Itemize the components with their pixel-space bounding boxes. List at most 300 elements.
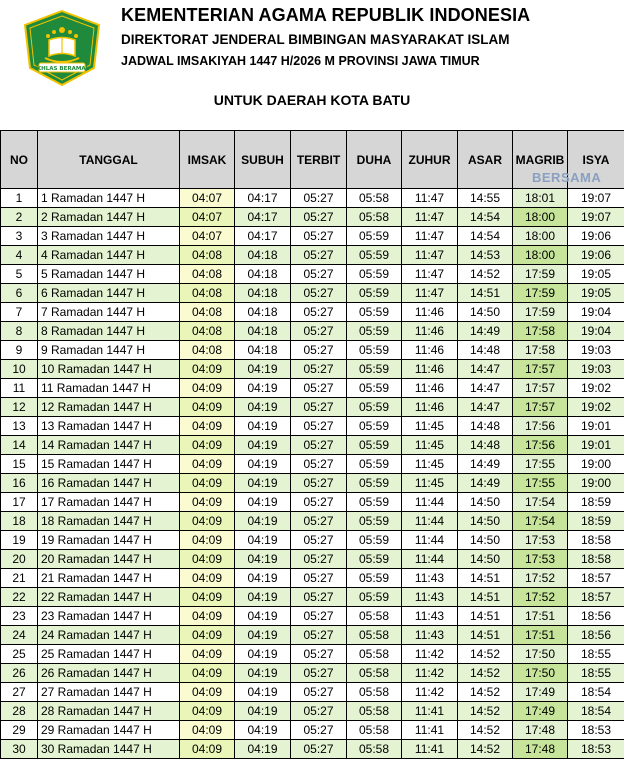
- imsakiyah-table: [0, 130, 624, 759]
- table-row: [1, 455, 624, 474]
- cell-isya: 18:54: [568, 683, 624, 702]
- cell-terbit: 05:27: [291, 474, 347, 493]
- cell-tanggal: 15 Ramadan 1447 H: [38, 455, 180, 474]
- cell-no: 13: [1, 417, 38, 436]
- table-row: [1, 360, 624, 379]
- cell-duha: 05:58: [347, 683, 402, 702]
- cell-imsak: 04:09: [180, 474, 235, 493]
- cell-asar: 14:53: [458, 246, 513, 265]
- cell-imsak: 04:08: [180, 284, 235, 303]
- cell-zuhur: 11:43: [402, 588, 458, 607]
- cell-zuhur: 11:43: [402, 569, 458, 588]
- cell-terbit: 05:27: [291, 664, 347, 683]
- cell-magrib: 17:55: [513, 455, 568, 474]
- cell-tanggal: 24 Ramadan 1447 H: [38, 626, 180, 645]
- cell-subuh: 04:19: [235, 360, 291, 379]
- cell-tanggal: 12 Ramadan 1447 H: [38, 398, 180, 417]
- cell-asar: 14:47: [458, 360, 513, 379]
- table-row: [1, 474, 624, 493]
- cell-imsak: 04:09: [180, 512, 235, 531]
- cell-isya: 18:57: [568, 588, 624, 607]
- table-row: [1, 265, 624, 284]
- cell-isya: 18:53: [568, 740, 624, 759]
- cell-isya: 19:02: [568, 379, 624, 398]
- table-row: [1, 645, 624, 664]
- cell-imsak: 04:09: [180, 740, 235, 759]
- cell-imsak: 04:09: [180, 569, 235, 588]
- cell-magrib: 17:59: [513, 284, 568, 303]
- cell-tanggal: 30 Ramadan 1447 H: [38, 740, 180, 759]
- cell-terbit: 05:27: [291, 626, 347, 645]
- cell-isya: 18:59: [568, 493, 624, 512]
- cell-magrib: 17:48: [513, 721, 568, 740]
- cell-zuhur: 11:42: [402, 683, 458, 702]
- column-header-terbit: TERBIT: [291, 131, 347, 189]
- cell-magrib: 17:53: [513, 531, 568, 550]
- cell-terbit: 05:27: [291, 417, 347, 436]
- cell-magrib: 17:54: [513, 512, 568, 531]
- column-header-no: NO: [1, 131, 38, 189]
- cell-terbit: 05:27: [291, 645, 347, 664]
- cell-duha: 05:59: [347, 360, 402, 379]
- cell-isya: 19:01: [568, 417, 624, 436]
- cell-terbit: 05:27: [291, 360, 347, 379]
- cell-terbit: 05:27: [291, 322, 347, 341]
- cell-duha: 05:59: [347, 341, 402, 360]
- table-row: [1, 284, 624, 303]
- cell-zuhur: 11:46: [402, 360, 458, 379]
- cell-terbit: 05:27: [291, 341, 347, 360]
- cell-magrib: 17:57: [513, 379, 568, 398]
- table-row: [1, 664, 624, 683]
- table-row: [1, 702, 624, 721]
- cell-tanggal: 11 Ramadan 1447 H: [38, 379, 180, 398]
- cell-duha: 05:59: [347, 246, 402, 265]
- cell-no: 10: [1, 360, 38, 379]
- cell-magrib: 17:59: [513, 265, 568, 284]
- cell-tanggal: 3 Ramadan 1447 H: [38, 227, 180, 246]
- cell-asar: 14:51: [458, 607, 513, 626]
- cell-isya: 19:06: [568, 227, 624, 246]
- cell-asar: 14:50: [458, 303, 513, 322]
- cell-duha: 05:59: [347, 455, 402, 474]
- table-row: [1, 246, 624, 265]
- cell-asar: 14:50: [458, 512, 513, 531]
- column-header-asar: ASAR: [458, 131, 513, 189]
- cell-magrib: 17:51: [513, 626, 568, 645]
- cell-zuhur: 11:44: [402, 493, 458, 512]
- cell-zuhur: 11:44: [402, 550, 458, 569]
- cell-zuhur: 11:46: [402, 341, 458, 360]
- cell-magrib: 17:51: [513, 607, 568, 626]
- cell-terbit: 05:27: [291, 740, 347, 759]
- cell-imsak: 04:09: [180, 417, 235, 436]
- cell-asar: 14:48: [458, 436, 513, 455]
- cell-subuh: 04:19: [235, 474, 291, 493]
- cell-tanggal: 5 Ramadan 1447 H: [38, 265, 180, 284]
- cell-no: 22: [1, 588, 38, 607]
- cell-imsak: 04:09: [180, 645, 235, 664]
- cell-asar: 14:50: [458, 493, 513, 512]
- cell-terbit: 05:27: [291, 607, 347, 626]
- cell-zuhur: 11:47: [402, 189, 458, 208]
- cell-magrib: 18:01: [513, 189, 568, 208]
- table-row: [1, 569, 624, 588]
- cell-imsak: 04:07: [180, 189, 235, 208]
- cell-isya: 19:01: [568, 436, 624, 455]
- cell-magrib: 18:00: [513, 208, 568, 227]
- table-row: [1, 550, 624, 569]
- cell-zuhur: 11:41: [402, 702, 458, 721]
- table-row: [1, 189, 624, 208]
- cell-imsak: 04:09: [180, 664, 235, 683]
- cell-no: 1: [1, 189, 38, 208]
- cell-asar: 14:52: [458, 721, 513, 740]
- cell-duha: 05:59: [347, 303, 402, 322]
- cell-magrib: 17:50: [513, 645, 568, 664]
- cell-terbit: 05:27: [291, 208, 347, 227]
- cell-zuhur: 11:45: [402, 417, 458, 436]
- watermark-text: BERSAMA: [532, 170, 602, 185]
- table-row: [1, 341, 624, 360]
- cell-isya: 19:03: [568, 360, 624, 379]
- table-row: [1, 398, 624, 417]
- cell-zuhur: 11:43: [402, 607, 458, 626]
- column-header-zuhur: ZUHUR: [402, 131, 458, 189]
- cell-asar: 14:51: [458, 588, 513, 607]
- cell-duha: 05:59: [347, 417, 402, 436]
- cell-tanggal: 25 Ramadan 1447 H: [38, 645, 180, 664]
- cell-tanggal: 26 Ramadan 1447 H: [38, 664, 180, 683]
- schedule-subtitle: JADWAL IMSAKIYAH 1447 H/2026 M PROVINSI JAWA TIMUR: [121, 54, 480, 68]
- cell-duha: 05:59: [347, 531, 402, 550]
- cell-duha: 05:59: [347, 436, 402, 455]
- cell-imsak: 04:09: [180, 607, 235, 626]
- cell-imsak: 04:09: [180, 493, 235, 512]
- cell-asar: 14:49: [458, 455, 513, 474]
- directorate-subtitle: DIREKTORAT JENDERAL BIMBINGAN MASYARAKAT ISLAM: [121, 32, 510, 47]
- cell-isya: 18:57: [568, 569, 624, 588]
- cell-terbit: 05:27: [291, 303, 347, 322]
- cell-subuh: 04:17: [235, 208, 291, 227]
- cell-imsak: 04:07: [180, 227, 235, 246]
- cell-tanggal: 22 Ramadan 1447 H: [38, 588, 180, 607]
- cell-no: 15: [1, 455, 38, 474]
- cell-imsak: 04:09: [180, 626, 235, 645]
- cell-magrib: 17:56: [513, 417, 568, 436]
- cell-terbit: 05:27: [291, 398, 347, 417]
- cell-isya: 18:58: [568, 531, 624, 550]
- cell-duha: 05:58: [347, 645, 402, 664]
- cell-imsak: 04:09: [180, 683, 235, 702]
- cell-magrib: 17:52: [513, 588, 568, 607]
- cell-subuh: 04:19: [235, 379, 291, 398]
- cell-asar: 14:48: [458, 341, 513, 360]
- cell-imsak: 04:08: [180, 341, 235, 360]
- cell-no: 26: [1, 664, 38, 683]
- cell-duha: 05:59: [347, 227, 402, 246]
- cell-imsak: 04:09: [180, 398, 235, 417]
- cell-no: 20: [1, 550, 38, 569]
- cell-tanggal: 23 Ramadan 1447 H: [38, 607, 180, 626]
- table-row: [1, 721, 624, 740]
- cell-asar: 14:50: [458, 531, 513, 550]
- cell-magrib: 17:49: [513, 702, 568, 721]
- cell-asar: 14:52: [458, 265, 513, 284]
- cell-tanggal: 8 Ramadan 1447 H: [38, 322, 180, 341]
- cell-magrib: 17:52: [513, 569, 568, 588]
- table-row: [1, 303, 624, 322]
- table-row: [1, 683, 624, 702]
- cell-subuh: 04:19: [235, 740, 291, 759]
- cell-zuhur: 11:45: [402, 455, 458, 474]
- cell-tanggal: 9 Ramadan 1447 H: [38, 341, 180, 360]
- cell-tanggal: 1 Ramadan 1447 H: [38, 189, 180, 208]
- table-row: [1, 322, 624, 341]
- cell-imsak: 04:08: [180, 303, 235, 322]
- cell-isya: 19:00: [568, 474, 624, 493]
- cell-asar: 14:54: [458, 227, 513, 246]
- cell-no: 21: [1, 569, 38, 588]
- table-row: [1, 531, 624, 550]
- cell-isya: 19:04: [568, 322, 624, 341]
- cell-no: 24: [1, 626, 38, 645]
- region-title: UNTUK DAERAH KOTA BATU: [213, 92, 411, 108]
- cell-subuh: 04:19: [235, 607, 291, 626]
- cell-duha: 05:58: [347, 721, 402, 740]
- cell-subuh: 04:17: [235, 227, 291, 246]
- cell-duha: 05:58: [347, 702, 402, 721]
- table-row: [1, 740, 624, 759]
- table-row: [1, 417, 624, 436]
- cell-terbit: 05:27: [291, 531, 347, 550]
- cell-imsak: 04:09: [180, 550, 235, 569]
- cell-no: 28: [1, 702, 38, 721]
- cell-tanggal: 18 Ramadan 1447 H: [38, 512, 180, 531]
- cell-asar: 14:54: [458, 208, 513, 227]
- cell-no: 9: [1, 341, 38, 360]
- cell-tanggal: 10 Ramadan 1447 H: [38, 360, 180, 379]
- cell-zuhur: 11:44: [402, 512, 458, 531]
- cell-magrib: 17:49: [513, 683, 568, 702]
- cell-imsak: 04:09: [180, 721, 235, 740]
- cell-subuh: 04:19: [235, 683, 291, 702]
- cell-duha: 05:59: [347, 284, 402, 303]
- cell-no: 12: [1, 398, 38, 417]
- cell-isya: 19:06: [568, 246, 624, 265]
- cell-subuh: 04:18: [235, 246, 291, 265]
- cell-isya: 19:03: [568, 341, 624, 360]
- cell-imsak: 04:09: [180, 436, 235, 455]
- cell-zuhur: 11:42: [402, 645, 458, 664]
- cell-isya: 18:58: [568, 550, 624, 569]
- cell-tanggal: 28 Ramadan 1447 H: [38, 702, 180, 721]
- cell-imsak: 04:08: [180, 265, 235, 284]
- cell-subuh: 04:19: [235, 531, 291, 550]
- cell-imsak: 04:09: [180, 379, 235, 398]
- cell-subuh: 04:19: [235, 417, 291, 436]
- cell-asar: 14:51: [458, 626, 513, 645]
- cell-terbit: 05:27: [291, 721, 347, 740]
- cell-zuhur: 11:45: [402, 474, 458, 493]
- cell-terbit: 05:27: [291, 512, 347, 531]
- cell-no: 6: [1, 284, 38, 303]
- cell-terbit: 05:27: [291, 379, 347, 398]
- cell-terbit: 05:27: [291, 569, 347, 588]
- cell-duha: 05:58: [347, 189, 402, 208]
- cell-subuh: 04:19: [235, 493, 291, 512]
- cell-asar: 14:52: [458, 664, 513, 683]
- cell-isya: 18:56: [568, 607, 624, 626]
- cell-no: 25: [1, 645, 38, 664]
- cell-duha: 05:58: [347, 607, 402, 626]
- cell-duha: 05:59: [347, 550, 402, 569]
- cell-tanggal: 2 Ramadan 1447 H: [38, 208, 180, 227]
- cell-imsak: 04:09: [180, 455, 235, 474]
- cell-magrib: 17:50: [513, 664, 568, 683]
- table-header-row: [1, 131, 624, 189]
- cell-isya: 19:02: [568, 398, 624, 417]
- cell-isya: 18:59: [568, 512, 624, 531]
- cell-asar: 14:49: [458, 474, 513, 493]
- cell-subuh: 04:18: [235, 341, 291, 360]
- cell-duha: 05:58: [347, 208, 402, 227]
- cell-imsak: 04:09: [180, 360, 235, 379]
- cell-tanggal: 29 Ramadan 1447 H: [38, 721, 180, 740]
- cell-asar: 14:50: [458, 550, 513, 569]
- cell-terbit: 05:27: [291, 455, 347, 474]
- cell-imsak: 04:08: [180, 246, 235, 265]
- cell-subuh: 04:19: [235, 721, 291, 740]
- cell-no: 3: [1, 227, 38, 246]
- cell-asar: 14:55: [458, 189, 513, 208]
- cell-isya: 19:07: [568, 208, 624, 227]
- table-row: [1, 379, 624, 398]
- cell-subuh: 04:19: [235, 455, 291, 474]
- cell-magrib: 17:55: [513, 474, 568, 493]
- cell-no: 2: [1, 208, 38, 227]
- column-header-magrib: MAGRIB: [513, 131, 568, 189]
- cell-tanggal: 16 Ramadan 1447 H: [38, 474, 180, 493]
- cell-duha: 05:59: [347, 474, 402, 493]
- cell-terbit: 05:27: [291, 550, 347, 569]
- cell-isya: 19:07: [568, 189, 624, 208]
- cell-asar: 14:47: [458, 398, 513, 417]
- cell-isya: 18:55: [568, 664, 624, 683]
- table-row: [1, 588, 624, 607]
- cell-asar: 14:51: [458, 284, 513, 303]
- cell-zuhur: 11:46: [402, 379, 458, 398]
- kemenag-logo-icon: [21, 10, 103, 86]
- cell-asar: 14:52: [458, 740, 513, 759]
- cell-tanggal: 27 Ramadan 1447 H: [38, 683, 180, 702]
- cell-duha: 05:59: [347, 569, 402, 588]
- cell-magrib: 17:57: [513, 398, 568, 417]
- cell-tanggal: 21 Ramadan 1447 H: [38, 569, 180, 588]
- cell-tanggal: 4 Ramadan 1447 H: [38, 246, 180, 265]
- cell-duha: 05:58: [347, 626, 402, 645]
- cell-subuh: 04:19: [235, 645, 291, 664]
- cell-subuh: 04:19: [235, 588, 291, 607]
- cell-tanggal: 17 Ramadan 1447 H: [38, 493, 180, 512]
- cell-subuh: 04:18: [235, 322, 291, 341]
- cell-no: 4: [1, 246, 38, 265]
- cell-isya: 19:00: [568, 455, 624, 474]
- table-body: [1, 189, 624, 759]
- table-row: [1, 227, 624, 246]
- cell-zuhur: 11:44: [402, 531, 458, 550]
- cell-no: 17: [1, 493, 38, 512]
- cell-zuhur: 11:47: [402, 265, 458, 284]
- cell-imsak: 04:09: [180, 702, 235, 721]
- cell-imsak: 04:08: [180, 322, 235, 341]
- cell-imsak: 04:07: [180, 208, 235, 227]
- logo-motto: IKHLAS BERAMAL: [34, 66, 90, 72]
- cell-zuhur: 11:47: [402, 246, 458, 265]
- cell-no: 23: [1, 607, 38, 626]
- cell-no: 16: [1, 474, 38, 493]
- cell-magrib: 17:54: [513, 493, 568, 512]
- cell-zuhur: 11:43: [402, 626, 458, 645]
- cell-terbit: 05:27: [291, 227, 347, 246]
- cell-tanggal: 7 Ramadan 1447 H: [38, 303, 180, 322]
- cell-tanggal: 13 Ramadan 1447 H: [38, 417, 180, 436]
- cell-tanggal: 20 Ramadan 1447 H: [38, 550, 180, 569]
- cell-isya: 18:56: [568, 626, 624, 645]
- cell-magrib: 18:00: [513, 246, 568, 265]
- cell-magrib: 17:58: [513, 341, 568, 360]
- cell-duha: 05:58: [347, 664, 402, 683]
- cell-zuhur: 11:47: [402, 227, 458, 246]
- cell-terbit: 05:27: [291, 189, 347, 208]
- cell-tanggal: 14 Ramadan 1447 H: [38, 436, 180, 455]
- column-header-imsak: IMSAK: [180, 131, 235, 189]
- table-row: [1, 626, 624, 645]
- cell-terbit: 05:27: [291, 265, 347, 284]
- cell-zuhur: 11:46: [402, 322, 458, 341]
- cell-zuhur: 11:47: [402, 208, 458, 227]
- cell-isya: 19:04: [568, 303, 624, 322]
- cell-magrib: 17:53: [513, 550, 568, 569]
- cell-isya: 18:53: [568, 721, 624, 740]
- cell-isya: 19:05: [568, 265, 624, 284]
- cell-duha: 05:58: [347, 740, 402, 759]
- cell-zuhur: 11:41: [402, 721, 458, 740]
- cell-zuhur: 11:45: [402, 436, 458, 455]
- column-header-isya: ISYA: [568, 131, 624, 189]
- cell-terbit: 05:27: [291, 588, 347, 607]
- cell-isya: 18:54: [568, 702, 624, 721]
- column-header-subuh: SUBUH: [235, 131, 291, 189]
- cell-terbit: 05:27: [291, 436, 347, 455]
- cell-no: 30: [1, 740, 38, 759]
- cell-terbit: 05:27: [291, 683, 347, 702]
- cell-no: 8: [1, 322, 38, 341]
- cell-asar: 14:47: [458, 379, 513, 398]
- table-row: [1, 436, 624, 455]
- cell-subuh: 04:19: [235, 569, 291, 588]
- cell-no: 27: [1, 683, 38, 702]
- cell-magrib: 17:58: [513, 322, 568, 341]
- cell-no: 29: [1, 721, 38, 740]
- cell-subuh: 04:18: [235, 284, 291, 303]
- cell-terbit: 05:27: [291, 246, 347, 265]
- column-header-tanggal: TANGGAL: [38, 131, 180, 189]
- cell-no: 5: [1, 265, 38, 284]
- table-row: [1, 208, 624, 227]
- cell-imsak: 04:09: [180, 588, 235, 607]
- cell-isya: 18:55: [568, 645, 624, 664]
